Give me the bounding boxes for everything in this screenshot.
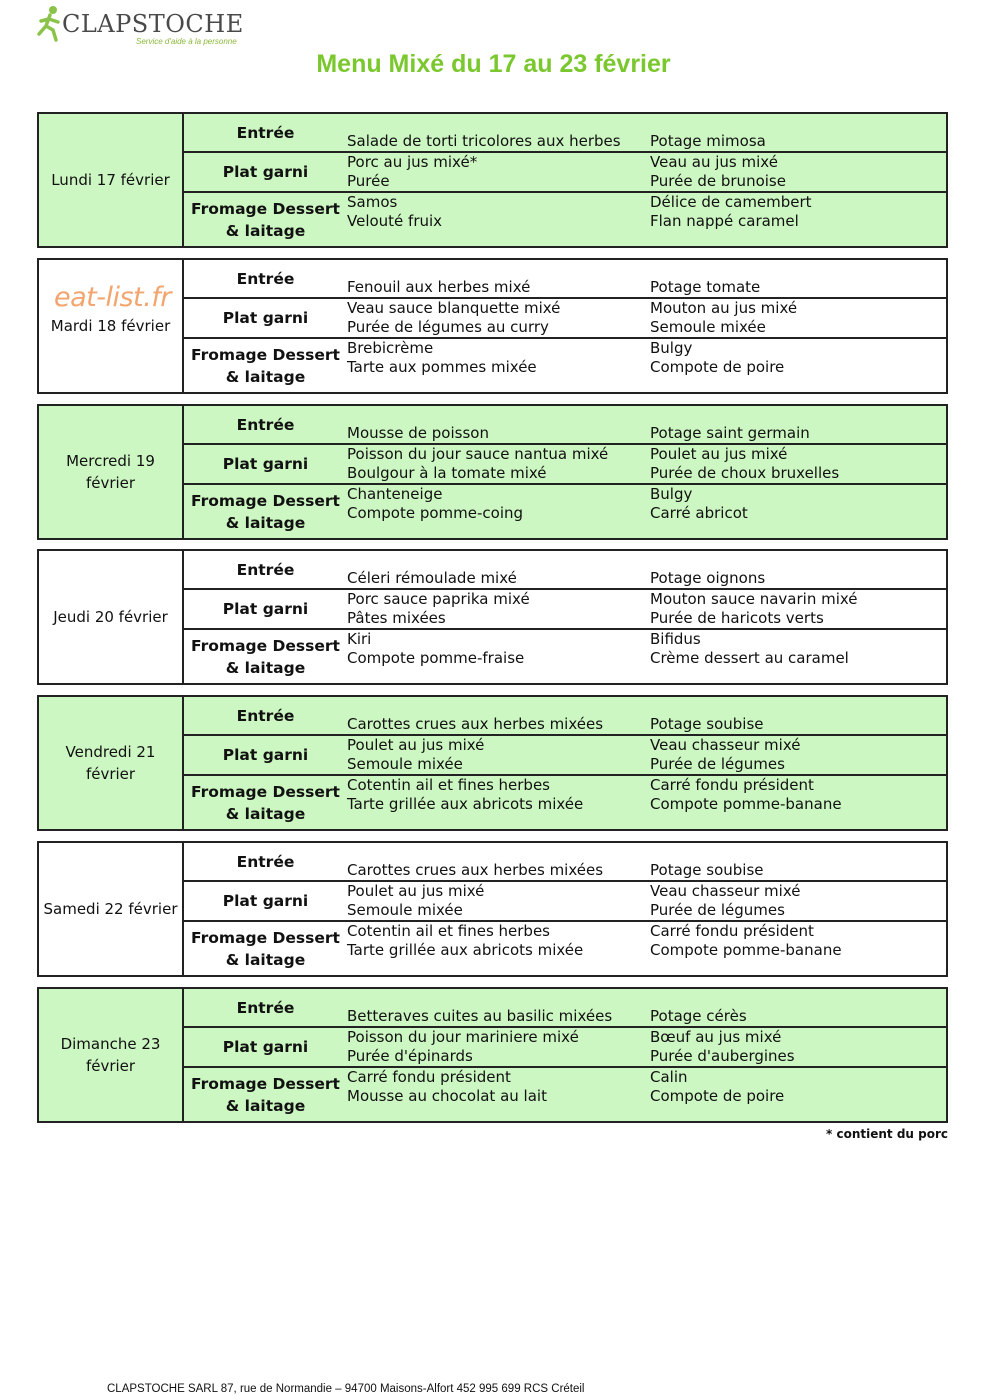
- dish-option-2: Veau chasseur mixé Purée de légumes: [650, 882, 801, 919]
- dish-option-1: Kiri Compote pomme-fraise: [347, 630, 525, 667]
- dish-option-2: Carré fondu président Compote pomme-banane: [650, 776, 842, 813]
- dish-option-1: Cotentin ail et fines herbes Tarte grillée aux abricots mixée: [347, 776, 584, 813]
- dish-option-2: Poulet au jus mixé Purée de choux bruxelles: [650, 445, 840, 482]
- dish-option-2: Mouton au jus mixé Semoule mixée: [650, 299, 798, 336]
- entree-row: [184, 114, 946, 153]
- entree-row: [184, 843, 946, 882]
- category-plat: Plat garni: [222, 746, 309, 764]
- dish-option-1: Porc sauce paprika mixé Pâtes mixées: [347, 590, 530, 627]
- dish-option-2: Délice de camembert Flan nappé caramel: [650, 193, 812, 230]
- entree-row: [184, 260, 946, 299]
- dish-option-2: Potage soubise: [650, 715, 764, 733]
- category-plat: Plat garni: [222, 163, 309, 181]
- dish-option-1: Carottes crues aux herbes mixées: [347, 861, 604, 879]
- category-fromage: Fromage Dessert & laitage: [191, 491, 340, 532]
- dish-option-2: Potage oignons: [650, 569, 766, 587]
- day-name: Mercredi 19 février: [39, 406, 184, 538]
- fromage-row: [184, 193, 946, 246]
- dish-option-2: Bulgy Compote de poire: [650, 339, 785, 376]
- category-fromage: Fromage Dessert & laitage: [191, 782, 340, 823]
- footer-address: CLAPSTOCHE SARL 87, rue de Normandie – 94700 Maisons-Alfort 452 995 699 RCS Créteil: [107, 1383, 585, 1395]
- plat-row: [184, 882, 946, 922]
- category-entree: Entrée: [236, 124, 295, 142]
- category-entree: Entrée: [236, 853, 295, 871]
- category-plat: Plat garni: [222, 309, 309, 327]
- dish-option-1: Poisson du jour mariniere mixé Purée d'épinards: [347, 1028, 579, 1065]
- dish-option-2: Bœuf au jus mixé Purée d'aubergines: [650, 1028, 795, 1065]
- dish-option-2: Veau chasseur mixé Purée de légumes: [650, 736, 801, 773]
- fromage-row: [184, 776, 946, 829]
- category-entree: Entrée: [236, 707, 295, 725]
- plat-row: [184, 153, 946, 193]
- entree-row: [184, 406, 946, 445]
- category-plat: Plat garni: [222, 455, 309, 473]
- entree-row: [184, 551, 946, 590]
- dish-option-2: Bulgy Carré abricot: [650, 485, 748, 522]
- category-entree: Entrée: [236, 561, 295, 579]
- plat-row: [184, 590, 946, 630]
- fromage-row: [184, 630, 946, 683]
- dish-option-2: Mouton sauce navarin mixé Purée de haricots verts: [650, 590, 858, 627]
- brand-logo: [36, 4, 246, 48]
- day-name: Jeudi 20 février: [39, 551, 184, 683]
- fromage-row: [184, 485, 946, 538]
- day-name: Samedi 22 février: [39, 843, 184, 975]
- category-fromage: Fromage Dessert & laitage: [191, 636, 340, 677]
- fromage-row: [184, 339, 946, 392]
- category-fromage: Fromage Dessert & laitage: [191, 1074, 340, 1115]
- brand-name: CLAPSTOCHE: [62, 10, 244, 38]
- dish-option-1: Carré fondu président Mousse au chocolat au lait: [347, 1068, 547, 1105]
- dish-option-2: Calin Compote de poire: [650, 1068, 785, 1105]
- day-name: Dimanche 23 février: [39, 989, 184, 1121]
- category-plat: Plat garni: [222, 892, 309, 910]
- dish-option-2: Potage soubise: [650, 861, 764, 879]
- day-block: [37, 258, 948, 394]
- plat-row: [184, 445, 946, 485]
- dish-option-1: Carottes crues aux herbes mixées: [347, 715, 604, 733]
- dish-option-2: Potage saint germain: [650, 424, 810, 442]
- category-entree: Entrée: [236, 416, 295, 434]
- fromage-row: [184, 922, 946, 975]
- day-block: [37, 112, 948, 248]
- dish-option-1: Mousse de poisson: [347, 424, 489, 442]
- category-plat: Plat garni: [222, 1038, 309, 1056]
- pork-note: * contient du porc: [826, 1127, 948, 1141]
- dish-option-1: Veau sauce blanquette mixé Purée de légumes au curry: [347, 299, 561, 336]
- dish-option-1: Chanteneige Compote pomme-coing: [347, 485, 524, 522]
- category-fromage: Fromage Dessert & laitage: [191, 928, 340, 969]
- plat-row: [184, 299, 946, 339]
- fromage-row: [184, 1068, 946, 1121]
- dish-option-1: Betteraves cuites au basilic mixées: [347, 1007, 613, 1025]
- watermark: eat-list.fr: [54, 282, 171, 313]
- dish-option-2: Potage cérès: [650, 1007, 747, 1025]
- entree-row: [184, 697, 946, 736]
- category-fromage: Fromage Dessert & laitage: [191, 199, 340, 240]
- day-name: Lundi 17 février: [39, 114, 184, 246]
- day-name: Mardi 18 février: [39, 260, 184, 392]
- day-name: Vendredi 21 février: [39, 697, 184, 829]
- entree-row: [184, 989, 946, 1028]
- category-entree: Entrée: [236, 270, 295, 288]
- day-block: [37, 404, 948, 540]
- day-block: [37, 695, 948, 831]
- category-plat: Plat garni: [222, 600, 309, 618]
- dish-option-2: Bifidus Crème dessert au caramel: [650, 630, 849, 667]
- category-entree: Entrée: [236, 999, 295, 1017]
- category-fromage: Fromage Dessert & laitage: [191, 345, 340, 386]
- dish-option-1: Poisson du jour sauce nantua mixé Boulgour à la tomate mixé: [347, 445, 609, 482]
- plat-row: [184, 1028, 946, 1068]
- dish-option-1: Poulet au jus mixé Semoule mixée: [347, 736, 485, 773]
- dish-option-1: Céleri rémoulade mixé: [347, 569, 517, 587]
- day-block: [37, 549, 948, 685]
- dish-option-1: Fenouil aux herbes mixé: [347, 278, 531, 296]
- day-block: [37, 987, 948, 1123]
- dish-option-1: Poulet au jus mixé Semoule mixée: [347, 882, 485, 919]
- plat-row: [184, 736, 946, 776]
- page-title: Menu Mixé du 17 au 23 février: [316, 50, 671, 78]
- dish-option-1: Porc au jus mixé* Purée: [347, 153, 478, 190]
- dish-option-1: Cotentin ail et fines herbes Tarte grillée aux abricots mixée: [347, 922, 584, 959]
- dish-option-1: Samos Velouté fruix: [347, 193, 443, 230]
- dish-option-2: Potage mimosa: [650, 132, 766, 150]
- brand-tagline: Service d'aide à la personne: [136, 37, 237, 46]
- dish-option-1: Salade de torti tricolores aux herbes: [347, 132, 621, 150]
- day-block: [37, 841, 948, 977]
- dish-option-1: Brebicrème Tarte aux pommes mixée: [347, 339, 537, 376]
- dish-option-2: Carré fondu président Compote pomme-banane: [650, 922, 842, 959]
- dish-option-2: Veau au jus mixé Purée de brunoise: [650, 153, 786, 190]
- dish-option-2: Potage tomate: [650, 278, 761, 296]
